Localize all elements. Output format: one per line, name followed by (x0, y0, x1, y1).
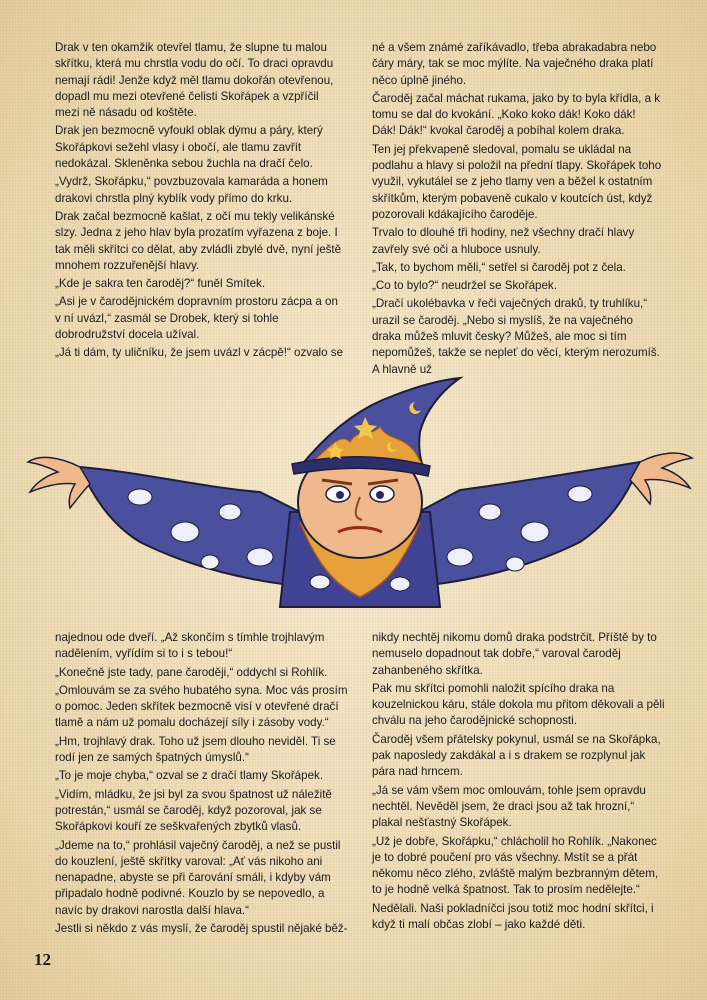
paragraph: „To je moje chyba,“ ozval se z dračí tlamy Skořápek. (55, 769, 324, 783)
paragraph: „Já ti dám, ty uličníku, že jsem uvázl v zácpě!“ ozvalo se (55, 346, 344, 360)
paragraph: „Asi je v čarodějnickém dopravním prostoru zácpa a on v ní uvázl,“ zasmál se Drobek, který si tohle dobrodružství docela užíval. (55, 295, 338, 342)
paragraph: Trvalo to dlouhé tři hodiny, než všechny dračí hlavy zavřely své oči a hluboce usnuly. (372, 226, 635, 256)
paragraph: „Vydrž, Skořápku,“ povzbuzovala kamaráda a honem drakovi chrstla plný kyblík vody přímo do krku. (55, 175, 328, 205)
paragraph: najednou ode dveří. „Až skončím s tímhle trojhlavým nadělením, vyřídím si to i s tebou!“ (55, 631, 325, 661)
paragraph: né a všem známé zaříkávadlo, třeba abrakadabra nebo čáry máry, tak se moc mýlíte. Na vaječného draka platí něco úplně jiného. (372, 41, 657, 87)
paragraph: „Jdeme na to,“ prohlásil vaječný čaroděj, a než se pustil do kouzlení, ještě skřítky varoval: „Ať vás nikoho ani nenapadne, abyste se při čarování smáli, i kdyby vám připadalo hodně podivné. Kouzlo by se nepovedlo, a navíc by drakovi narostla další hlava.“ (55, 838, 341, 917)
paragraph: Čaroděj všem přátelsky pokynul, usmál se na Skořápka, pak naposledy zakdákal a i s drakem se rozplynul jak pára nad hrncem. (372, 732, 661, 779)
paragraph: „Co to bylo?“ neudržel se Skořápek. (372, 279, 557, 293)
paragraph: „Já se vám všem moc omlouvám, tohle jsem opravdu nechtěl. Nevěděl jsem, že draci jsou až tak hrozní,“ plakal nešťastný Skořápek. (372, 783, 646, 830)
left-hand (28, 457, 90, 508)
paragraph: „Omlouvám se za svého hubatého syna. Moc vás prosím o pomoc. Jeden skřítek bezmocně visí v otevřené dračí tlamě a nám už pomalu docházejí síly i zásoby vody.“ (55, 683, 348, 730)
paragraph: Drak v ten okamžik otevřel tlamu, že slupne tu malou skřítku, která mu chrstla vodu do očí. To draci opravdu nemají rádi! Jenže když měl tlamu dokořán otevřenou, dopadl mu mezi otevřené čelisti Skořápek a vzpříčil mezi ně násadu od koštěte. (55, 41, 334, 120)
paragraph: „Už je dobře, Skořápku,“ chlácholil ho Rohlík. „Nakonec je to dobré poučení pro vás všechny. Mstít se a přát někomu něco zlého, zvláště malým bezbranným dětem, to je hodně velká špatnost. Tak to prosím nedělejte.“ (372, 834, 659, 897)
text-column-bottom-left (55, 630, 353, 939)
paragraph: „Tak, to bychom měli,“ setřel si čaroděj pot z čela. (372, 260, 626, 274)
wizard-illustration (20, 372, 700, 622)
paragraph: Nedělali. Naši pokladníčci jsou totiž moc hodní skřítci, i když ti malí občas zlobí – jako každé děti. (372, 901, 654, 932)
paragraph: Pak mu skřítci pomohli naložit spícího draka na kouzelnickou káru, stále dokola mu přitom děkovali a pěli chválu na jeho čarodějnické schopnosti. (372, 681, 665, 728)
paragraph: „Dračí ukolébavka v řeči vaječných draků, ty truhlíku,“ urazil se čaroděj. „Nebo si myslíš, že na vaječného draka můžeš mluvit česky? Můžeš, ale moc si tím nepomůžeš, takže se nepleť do věcí, kterým nerozumíš. A hlavně už (372, 297, 660, 376)
paragraph: „Kde je sakra ten čaroděj?“ funěl Smítek. (55, 277, 266, 291)
text-column-top-left (55, 40, 345, 364)
paragraph: Čaroděj začal máchat rukama, jako by to byla křídla, a k tomu se dal do kvokání. „Koko koko dák! Koko dák! Dák! Dák!“ kvokal čaroděj a pobíhal kolem draka. (372, 91, 661, 138)
paragraph: „Vidím, mládku, že jsi byl za svou špatnost už náležitě potrestán,“ usmál se čaroděj, když pozoroval, jak se Skořápkovi kouří ze seškvařených zbytků vlasů. (55, 787, 332, 834)
paragraph: „Konečně jste tady, pane čaroději,“ oddychl si Rohlík. (55, 665, 328, 679)
paragraph: „Hm, trojhlavý drak. Toho už jsem dlouho neviděl. Ti se rodí jen ze samých špatných úmyslů.“ (55, 734, 336, 765)
text-column-bottom-right (372, 630, 667, 935)
paragraph: nikdy nechtěj nikomu domů draka podstrčit. Příště by to nemuselo dopadnout tak dobře,“ varoval čaroděj zahanbeného skřítka. (372, 631, 657, 677)
paragraph: Jestli si někdo z vás myslí, že čaroděj spustil nějaké běž- (55, 922, 348, 936)
text-column-top-right (372, 40, 662, 380)
right-hand (630, 453, 692, 504)
page-number: 12 (34, 950, 51, 969)
paragraph: Drak začal bezmocně kašlat, z očí mu tekly velikánské slzy. Jedna z jeho hlav byla prozatím vyřazena z boje. I tak měli skřítci co dělat, aby zvládli zbylé dvě, nyní ještě mnohem rozzuřenější hlavy. (55, 209, 342, 272)
paragraph: Ten jej překvapeně sledoval, pomalu se ukládal na podlahu a hlavy si položil na přední tlapy. Skořápek toho využil, vykutálel se z jeho tlamy ven a běžel k ostatním skřítkům, kterým pobaveně cukalo v koutcích úst, když pozorovali kdákajícího čaroděje. (372, 142, 662, 221)
paragraph: Drak jen bezmocně vyfoukl oblak dýmu a páry, který Skořápkovi sežehl vlasy i obočí, ale tlamu zavřít nedokázal. Skleněnka sebou žuchla na dračí čelo. (55, 124, 323, 171)
